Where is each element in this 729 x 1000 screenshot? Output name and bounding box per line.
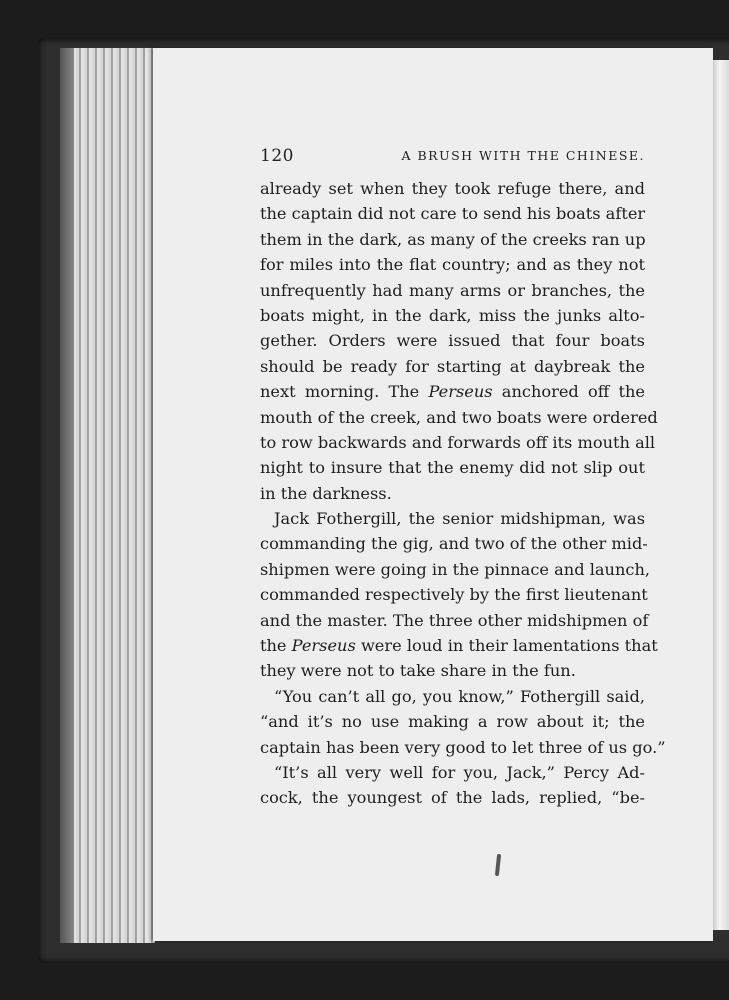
text-line: unfrequently had many arms or branches, the: [260, 280, 645, 300]
text-segment: anchored off the: [501, 382, 645, 402]
body-text: [260, 176, 666, 811]
ink-mark: [495, 854, 501, 876]
text-line: to row backwards and forwards off its mouth all: [260, 432, 656, 452]
text-line: captain has been very good to let three of us go.”: [260, 737, 666, 757]
text-line: and the master. The three other midshipmen of: [260, 610, 649, 630]
running-head: A BRUSH WITH THE CHINESE.: [401, 148, 645, 163]
text-line: “It’s all very well for you, Jack,” Percy Ad-: [274, 762, 645, 782]
text-line: commanded respectively by the first lieutenant: [260, 585, 648, 605]
text-line-mixed: [260, 633, 658, 658]
text-line: the captain did not care to send his boats after: [260, 204, 646, 224]
text-line: shipmen were going in the pinnace and launch,: [260, 559, 651, 579]
text-line: should be ready for starting at daybreak the: [260, 356, 645, 376]
text-segment: were loud in their lamentations that: [360, 636, 658, 656]
text-line: boats might, in the dark, miss the junks alto-: [260, 305, 645, 325]
text-segment: the: [260, 636, 287, 656]
text-line: cock, the youngest of the lads, replied, “be-: [260, 788, 645, 808]
ship-name: Perseus: [291, 636, 356, 656]
page-header: [260, 146, 645, 170]
ship-name: Perseus: [428, 382, 493, 402]
text-line: Jack Fothergill, the senior midshipman, was: [274, 509, 645, 529]
text-line: gether. Orders were issued that four boats: [260, 331, 645, 351]
text-line: “and it’s no use making a row about it; the: [260, 712, 645, 732]
book-page: [153, 48, 713, 941]
text-line: them in the dark, as many of the creeks ran up: [260, 229, 646, 249]
text-line-mixed: [260, 379, 645, 404]
text-line: in the darkness.: [260, 483, 392, 503]
text-line: they were not to take share in the fun.: [260, 661, 576, 681]
page-edges: [60, 48, 155, 943]
text-segment: next morning. The: [260, 382, 420, 402]
text-line: commanding the gig, and two of the other mid-: [260, 534, 648, 554]
text-line: mouth of the creek, and two boats were ordered: [260, 407, 658, 427]
text-line: “You can’t all go, you know,” Fothergill said,: [274, 686, 645, 706]
text-line: night to insure that the enemy did not slip out: [260, 458, 645, 478]
text-line: for miles into the flat country; and as they not: [260, 255, 645, 275]
facing-page-edge: [713, 60, 729, 930]
page-edges-shadow: [60, 48, 74, 943]
text-line: already set when they took refuge there, and: [260, 179, 645, 198]
page-number: 120: [260, 146, 294, 166]
